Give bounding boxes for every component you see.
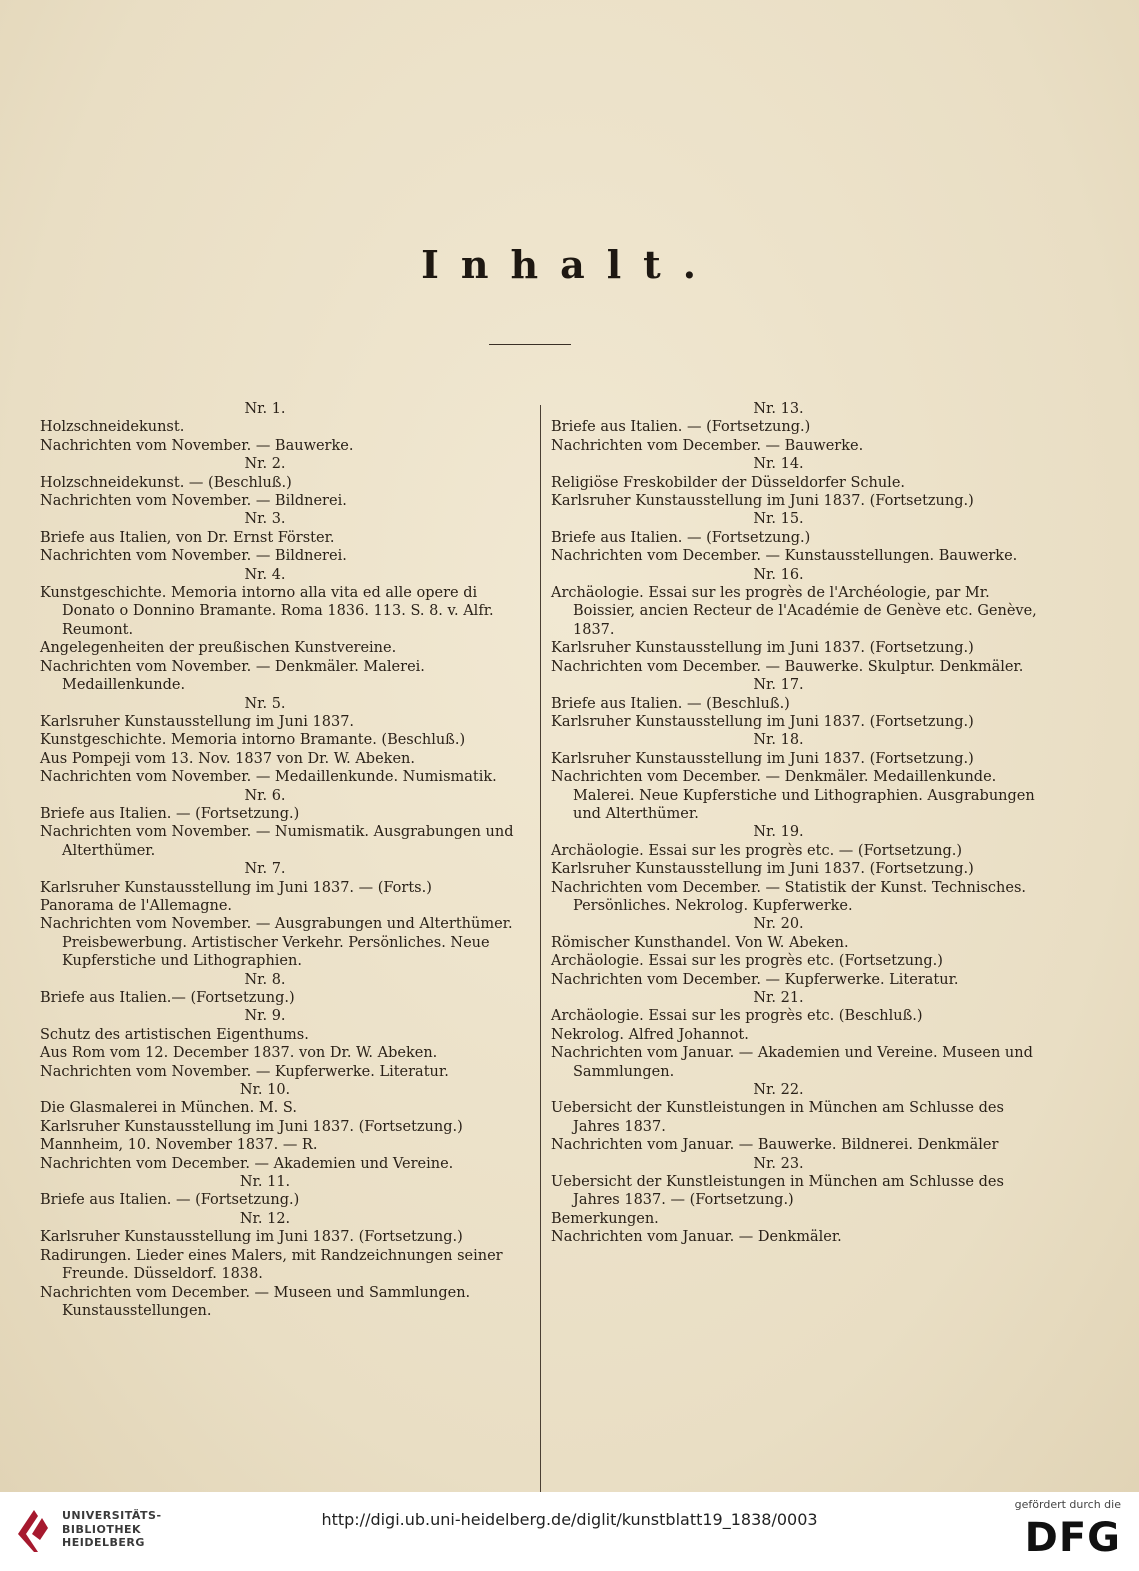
toc-entry: Archäologie. Essai sur les progrès de l'Archéologie, par Mr. Boissier, ancien Recteur de l'Académie de Genève etc. Genève, 1837. <box>551 585 1037 638</box>
institution-line: HEIDELBERG <box>62 1536 145 1549</box>
toc-entry: Uebersicht der Kunstleistungen in München am Schlusse des Jahres 1837. — (Fortsetzung.) <box>551 1174 1004 1209</box>
issue-number: Nr. 4. <box>244 566 286 583</box>
toc-entry: Karlsruher Kunstausstellung im Juni 1837. (Fortsetzung.) <box>40 1118 463 1135</box>
toc-entry: Nekrolog. Alfred Johannot. <box>551 1026 749 1043</box>
toc-entry: Nachrichten vom November. — Bauwerke. <box>40 437 354 454</box>
toc-entry: Nachrichten vom December. — Kunstausstellungen. Bauwerke. <box>551 548 1018 565</box>
toc-entry: Radirungen. Lieder eines Malers, mit Randzeichnungen seiner Freunde. Düsseldorf. 1838. <box>40 1247 503 1283</box>
issue-number: Nr. 21. <box>753 990 804 1006</box>
toc-entry: Briefe aus Italien. — (Fortsetzung.) <box>551 419 811 436</box>
toc-entry: Briefe aus Italien. — (Fortsetzung.) <box>40 805 300 822</box>
toc-entry: Briefe aus Italien.— (Fortsetzung.) <box>40 990 295 1006</box>
toc-entry: Mannheim, 10. November 1837. — R. <box>40 1137 318 1154</box>
toc-entry: Archäologie. Essai sur les progrès etc. — (Fortsetzung.) <box>551 842 963 859</box>
issue-number: Nr. 7. <box>244 861 286 878</box>
issue-number: Nr. 18. <box>753 732 804 749</box>
footer-bar <box>0 1492 1139 1571</box>
toc-entry: Karlsruher Kunstausstellung im Juni 1837. (Fortsetzung.) <box>551 713 974 730</box>
issue-number: Nr. 8. <box>244 971 286 988</box>
toc-entry: Nachrichten vom November. — Kupferwerke. Literatur. <box>40 1063 449 1080</box>
issue-number: Nr. 16. <box>753 566 804 583</box>
toc-entry: Nachrichten vom November. — Medaillenkunde. Numismatik. <box>40 769 497 786</box>
issue-number: Nr. 10. <box>239 1082 291 1099</box>
issue-number: Nr. 5. <box>244 695 286 712</box>
toc-entry: Holzschneidekunst. <box>40 419 185 436</box>
issue-number: Nr. 6. <box>244 787 286 804</box>
toc-entry: Nachrichten vom November. — Numismatik. Ausgrabungen und Alterthümer. <box>40 824 514 859</box>
toc-entry: Briefe aus Italien. — (Fortsetzung.) <box>40 1192 300 1209</box>
toc-entry: Karlsruher Kunstausstellung im Juni 1837. (Fortsetzung.) <box>551 861 974 878</box>
toc-right-column <box>551 400 1046 1247</box>
source-url-link[interactable]: http://digi.ub.uni-heidelberg.de/diglit/kunstblatt19_1838/0003 <box>321 1510 818 1529</box>
toc-entry: Aus Rom vom 12. December 1837. von Dr. W. Abeken. <box>40 1045 438 1062</box>
issue-number: Nr. 15. <box>753 511 804 528</box>
toc-entry: Nachrichten vom Januar. — Akademien und Vereine. Museen und Sammlungen. <box>551 1045 1033 1080</box>
column-divider <box>540 405 541 1492</box>
toc-entry: Karlsruher Kunstausstellung im Juni 1837. (Fortsetzung.) <box>40 1229 463 1246</box>
toc-entry: Nachrichten vom November. — Bildnerei. <box>40 548 347 565</box>
toc-entry: Nachrichten vom Januar. — Bauwerke. Bildnerei. Denkmäler <box>551 1137 999 1154</box>
issue-number: Nr. 22. <box>753 1082 804 1099</box>
toc-entry: Nachrichten vom December. — Bauwerke. <box>551 437 864 454</box>
issue-number: Nr. 3. <box>244 511 286 528</box>
issue-number: Nr. 9. <box>244 1008 286 1025</box>
toc-entry: Kunstgeschichte. Memoria intorno Bramante. (Beschluß.) <box>40 732 466 749</box>
toc-entry: Schutz des artistischen Eigenthums. <box>40 1026 309 1043</box>
toc-entry: Religiöse Freskobilder der Düsseldorfer Schule. <box>551 474 906 491</box>
issue-number: Nr. 23. <box>753 1155 804 1172</box>
issue-number: Nr. 2. <box>244 456 286 473</box>
toc-entry: Briefe aus Italien. — (Fortsetzung.) <box>551 529 811 546</box>
toc-entry: Briefe aus Italien. — (Beschluß.) <box>551 695 790 712</box>
toc-entry: Angelegenheiten der preußischen Kunstvereine. <box>40 640 397 657</box>
issue-number: Nr. 20. <box>753 916 804 933</box>
toc-entry: Archäologie. Essai sur les progrès etc. (Beschluß.) <box>551 1008 923 1025</box>
toc-entry: Nachrichten vom December. — Denkmäler. Medaillenkunde. Malerei. Neue Kupferstiche und Lithographien. Ausgrabungen und Alterthümer. <box>551 769 1035 822</box>
page-title: Inhalt. <box>421 242 718 287</box>
toc-left-column <box>40 400 530 1320</box>
toc-entry: Bemerkungen. <box>551 1210 659 1227</box>
toc-entry: Nachrichten vom November. — Bildnerei. <box>40 493 347 510</box>
issue-number: Nr. 11. <box>239 1174 291 1191</box>
toc-entry: Karlsruher Kunstausstellung im Juni 1837. <box>40 713 355 730</box>
toc-entry: Nachrichten vom December. — Akademien und Vereine. <box>40 1155 454 1172</box>
toc-entry: Die Glasmalerei in München. M. S. <box>40 1100 297 1117</box>
toc-entry: Karlsruher Kunstausstellung im Juni 1837. (Fortsetzung.) <box>551 640 974 657</box>
issue-number: Nr. 19. <box>753 824 804 841</box>
dfg-logo: DFG <box>1024 1515 1121 1561</box>
issue-number: Nr. 1. <box>244 401 286 417</box>
toc-entry: Nachrichten vom December. — Kupferwerke. Literatur. <box>551 971 959 988</box>
funding-note: gefördert durch die <box>1014 1498 1121 1511</box>
title-rule <box>489 344 571 345</box>
issue-number: Nr. 13. <box>753 401 804 417</box>
toc-entry: Nachrichten vom November. — Denkmäler. Malerei. Medaillenkunde. <box>40 658 425 694</box>
issue-number: Nr. 14. <box>753 456 804 473</box>
toc-entry: Karlsruher Kunstausstellung im Juni 1837. — (Forts.) <box>40 879 432 896</box>
toc-entry: Nachrichten vom Januar. — Denkmäler. <box>551 1229 842 1246</box>
toc-entry: Nachrichten vom November. — Ausgrabungen und Alterthümer. Preisbewerbung. Artistischer Verkehr. Persönliches. Neue Kupferstiche und Lithographien. <box>40 916 513 970</box>
toc-entry: Kunstgeschichte. Memoria intorno alla vita ed alle opere di Donato o Donnino Bramante. Roma 1836. 113. S. 8. v. Alfr. Reumont. <box>40 585 494 638</box>
toc-entry: Holzschneidekunst. — (Beschluß.) <box>40 474 292 491</box>
toc-entry: Karlsruher Kunstausstellung im Juni 1837. (Fortsetzung.) <box>551 493 974 510</box>
toc-entry: Aus Pompeji vom 13. Nov. 1837 von Dr. W. Abeken. <box>40 750 415 767</box>
toc-entry: Archäologie. Essai sur les progrès etc. (Fortsetzung.) <box>551 953 943 970</box>
issue-number: Nr. 12. <box>239 1210 291 1227</box>
issue-number: Nr. 17. <box>753 677 804 694</box>
institution-line: UNIVERSITÄTS- <box>62 1509 162 1522</box>
toc-entry: Nachrichten vom December. — Bauwerke. Skulptur. Denkmäler. <box>551 658 1024 675</box>
toc-entry: Briefe aus Italien, von Dr. Ernst Förster. <box>40 529 335 546</box>
institution-line: BIBLIOTHEK <box>62 1522 142 1536</box>
toc-entry: Uebersicht der Kunstleistungen in München am Schlusse des Jahres 1837. <box>551 1100 1004 1135</box>
toc-entry: Panorama de l'Allemagne. <box>40 897 233 914</box>
toc-entry: Karlsruher Kunstausstellung im Juni 1837. (Fortsetzung.) <box>551 750 974 767</box>
toc-entry: Nachrichten vom December. — Statistik der Kunst. Technisches. Persönliches. Nekrolog. Kupferwerke. <box>551 879 1026 914</box>
toc-entry: Römischer Kunsthandel. Von W. Abeken. <box>551 934 849 951</box>
toc-entry: Nachrichten vom December. — Museen und Sammlungen. Kunstausstellungen. <box>40 1284 471 1319</box>
